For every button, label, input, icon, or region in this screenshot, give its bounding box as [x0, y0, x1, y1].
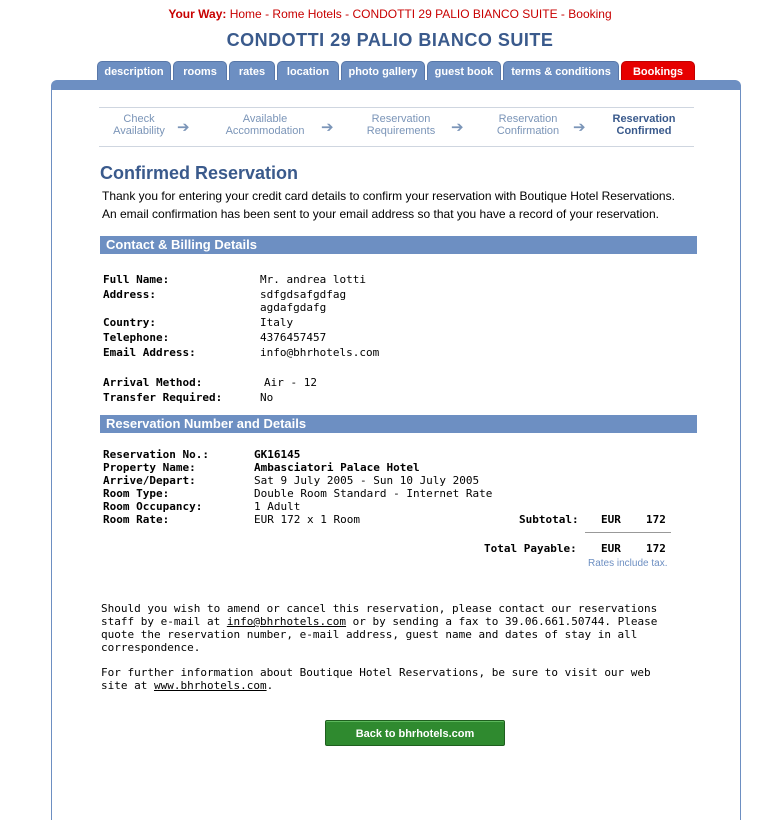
arrival-method-label: Arrival Method:	[103, 376, 203, 389]
tab-rooms[interactable]: rooms	[173, 61, 227, 81]
reservation-section-header: Reservation Number and Details	[100, 415, 697, 433]
step-check-availability	[101, 113, 177, 137]
total-currency: EUR	[601, 542, 621, 555]
arrow-right-icon: ➔	[321, 119, 334, 136]
further-text: For further information about Boutique Hotel Reservations, be sure to visit our web site at	[101, 666, 651, 692]
room-occupancy-value: 1 Adult	[254, 500, 301, 513]
step-line2: Confirmation	[496, 125, 560, 137]
total-divider	[585, 532, 671, 533]
step-line1: Available	[242, 113, 288, 125]
arrival-method-value: Air - 12	[264, 376, 317, 389]
reservation-number-label: Reservation No.:	[103, 448, 209, 461]
step-reservation-requirements	[361, 113, 441, 137]
arrow-right-icon: ➔	[573, 119, 586, 136]
tab-photo-gallery[interactable]: photo gallery	[341, 61, 425, 81]
telephone-label: Telephone:	[103, 331, 170, 344]
reservation-number-value: GK16145	[254, 448, 301, 461]
tab-rates[interactable]: rates	[229, 61, 275, 81]
further-info-paragraph	[101, 666, 681, 692]
total-payable-label: Total Payable:	[484, 542, 577, 555]
breadcrumb-separator: -	[261, 7, 273, 21]
telephone-value: 4376457457	[260, 331, 327, 344]
tab-guest-book[interactable]: guest book	[427, 61, 501, 81]
contact-section-header: Contact & Billing Details	[100, 236, 697, 254]
breadcrumb-booking: Booking	[568, 7, 612, 21]
transfer-label: Transfer Required:	[103, 391, 223, 404]
room-type-label: Room Type:	[103, 487, 170, 500]
breadcrumb-rome-hotels[interactable]: Rome Hotels	[272, 7, 342, 21]
breadcrumb-home[interactable]: Home	[229, 7, 262, 21]
step-line1: Check	[123, 113, 155, 125]
step-line1: Reservation	[612, 113, 676, 125]
full-name-label: Full Name:	[103, 273, 170, 286]
room-occupancy-label: Room Occupancy:	[103, 500, 203, 513]
step-line2: Confirmed	[616, 125, 672, 137]
amend-paragraph	[101, 602, 681, 654]
step-line2: Requirements	[366, 125, 436, 137]
email-label: Email Address:	[103, 346, 196, 359]
country-label: Country:	[103, 316, 156, 329]
country-value: Italy	[260, 316, 294, 329]
step-line2: Accommodation	[225, 125, 305, 137]
back-to-site-button[interactable]: Back to bhrhotels.com	[325, 720, 505, 746]
website-link[interactable]: www.bhrhotels.com	[153, 679, 267, 692]
step-reservation-confirmation	[489, 113, 567, 137]
breadcrumb	[0, 7, 780, 21]
property-name-value: Ambasciatori Palace Hotel	[254, 461, 420, 474]
arrive-depart-value: Sat 9 July 2005 - Sun 10 July 2005	[254, 474, 480, 487]
step-reservation-confirmed	[605, 113, 683, 137]
arrow-right-icon: ➔	[451, 119, 464, 136]
amend-text-2: or by sending a fax to 39.06.661.50744. Please quote the reservation number, e-mail address, guest name and dates of stay in all correspondence.	[101, 615, 658, 654]
tab-description[interactable]: description	[97, 61, 171, 81]
intro-line-2: An email confirmation has been sent to your email address so that you have a record of your reservation.	[102, 207, 659, 221]
step-line1: Reservation	[498, 113, 558, 125]
full-name-value: Mr. andrea lotti	[260, 273, 366, 286]
room-rate-label: Room Rate:	[103, 513, 170, 526]
confirmed-heading: Confirmed Reservation	[100, 163, 299, 183]
room-rate-value: EUR 172 x 1 Room	[254, 513, 360, 526]
breadcrumb-separator: -	[341, 7, 353, 21]
breadcrumb-prefix: Your Way:	[168, 7, 227, 21]
subtotal-label: Subtotal:	[519, 513, 579, 526]
further-end: .	[266, 679, 274, 692]
step-line2: Availability	[113, 125, 165, 137]
subtotal-currency: EUR	[601, 513, 621, 526]
total-amount: 172	[646, 542, 666, 555]
booking-steps	[99, 107, 694, 147]
address-label: Address:	[103, 288, 156, 301]
email-value: info@bhrhotels.com	[260, 346, 380, 359]
property-name-label: Property Name:	[103, 461, 196, 474]
step-available-accommodation	[217, 113, 313, 137]
email-link[interactable]: info@bhrhotels.com	[226, 615, 347, 628]
subtotal-amount: 172	[646, 513, 666, 526]
breadcrumb-hotel[interactable]: CONDOTTI 29 PALIO BIANCO SUITE	[352, 7, 558, 21]
intro-line-1: Thank you for entering your credit card details to confirm your reservation with Boutique Hotel Reservations.	[102, 189, 675, 203]
tab-terms-conditions[interactable]: terms & conditions	[503, 61, 619, 81]
tab-bookings[interactable]: Bookings	[621, 61, 695, 81]
arrow-right-icon: ➔	[177, 119, 190, 136]
breadcrumb-separator: -	[557, 7, 569, 21]
page-title: CONDOTTI 29 PALIO BIANCO SUITE	[226, 30, 554, 50]
address-line-2: agdafgdafg	[260, 301, 327, 314]
tax-note: Rates include tax.	[588, 558, 668, 569]
address-line-1: sdfgdsafgdfag	[260, 288, 347, 301]
transfer-value: No	[260, 391, 274, 404]
room-type-value: Double Room Standard - Internet Rate	[254, 487, 493, 500]
tab-location[interactable]: location	[277, 61, 339, 81]
step-line1: Reservation	[371, 113, 431, 125]
amend-text-1: Should you wish to amend or cancel this reservation, please contact our reservations staff by e-mail at	[101, 602, 658, 628]
tab-underline-bar	[51, 80, 741, 90]
arrive-depart-label: Arrive/Depart:	[103, 474, 196, 487]
